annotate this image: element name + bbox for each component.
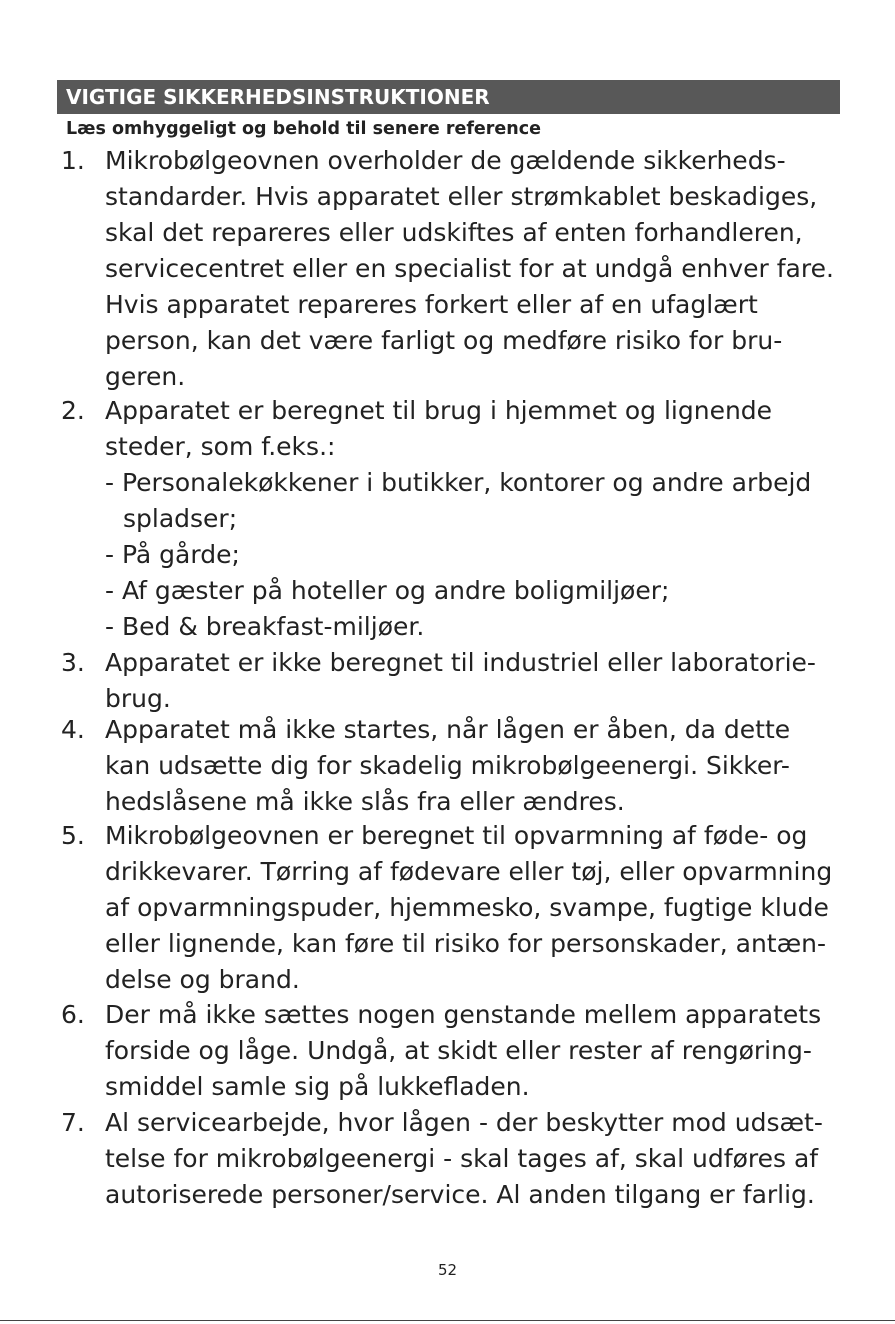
- item-number: 1.: [61, 146, 85, 175]
- page-number: 52: [437, 1261, 458, 1279]
- section-title: VIGTIGE SIKKERHEDSINSTRUKTIONER: [66, 85, 490, 109]
- item-number: 7.: [61, 1108, 85, 1137]
- item-text-line: Al servicearbejde, hvor lågen - der beskytter mod udsæt-: [105, 1108, 823, 1137]
- item-text-line: drikkevarer. Tørring af fødevare eller tøj, eller opvarmning: [105, 857, 833, 886]
- item-text-line: - Bed & breakfast-miljøer.: [105, 612, 425, 641]
- item-text-line: - Personalekøkkener i butikker, kontorer og andre arbejd: [105, 468, 812, 497]
- item-text-line: spladser;: [123, 504, 238, 533]
- item-number: 3.: [61, 648, 85, 677]
- item-text-line: Apparatet er beregnet til brug i hjemmet og lignende: [105, 396, 773, 425]
- item-text-line: - På gårde;: [105, 540, 240, 569]
- item-text-line: autoriserede personer/service. Al anden tilgang er farlig.: [105, 1180, 815, 1209]
- item-number: 2.: [61, 396, 85, 425]
- item-text-line: af opvarmningspuder, hjemmesko, svampe, fugtige klude: [105, 893, 829, 922]
- item-number: 6.: [61, 1000, 85, 1029]
- item-text-line: Apparatet er ikke beregnet til industriel eller laboratorie-: [105, 648, 816, 677]
- item-text-line: forside og låge. Undgå, at skidt eller rester af rengøring-: [105, 1036, 812, 1065]
- item-text-line: Der må ikke sættes nogen genstande mellem apparatets: [105, 1000, 822, 1029]
- item-text-line: Mikrobølgeovnen er beregnet til opvarmning af føde- og: [105, 821, 808, 850]
- item-number: 4.: [61, 715, 85, 744]
- item-text-line: brug.: [105, 684, 171, 713]
- item-text-line: steder, som f.eks.:: [105, 432, 336, 461]
- item-text-line: delse og brand.: [105, 965, 300, 994]
- item-text-line: kan udsætte dig for skadelig mikrobølgeenergi. Sikker-: [105, 751, 790, 780]
- item-text-line: telse for mikrobølgeenergi - skal tages af, skal udføres af: [105, 1144, 819, 1173]
- item-number: 5.: [61, 821, 85, 850]
- section-subtitle: Læs omhyggeligt og behold til senere reference: [66, 119, 542, 139]
- item-text-line: servicecentret eller en specialist for at undgå enhver fare.: [105, 254, 834, 283]
- item-text-line: skal det repareres eller udskiftes af enten forhandleren,: [105, 218, 803, 247]
- bottom-divider: [0, 1320, 895, 1321]
- section-header-bar: [57, 80, 840, 114]
- item-text-line: eller lignende, kan føre til risiko for personskader, antæn-: [105, 929, 827, 958]
- item-text-line: Mikrobølgeovnen overholder de gældende sikkerheds-: [105, 146, 786, 175]
- item-text-line: Hvis apparatet repareres forkert eller af en ufaglært: [105, 290, 758, 319]
- item-text-line: hedslåsene må ikke slås fra eller ændres.: [105, 787, 625, 816]
- item-text-line: person, kan det være farligt og medføre risiko for bru-: [105, 326, 783, 355]
- item-text-line: geren.: [105, 362, 186, 391]
- item-text-line: smiddel samle sig på lukkefladen.: [105, 1072, 530, 1101]
- item-text-line: - Af gæster på hoteller og andre boligmiljøer;: [105, 576, 670, 605]
- item-text-line: Apparatet må ikke startes, når lågen er åben, da dette: [105, 715, 791, 744]
- item-text-line: standarder. Hvis apparatet eller strømkablet beskadiges,: [105, 182, 818, 211]
